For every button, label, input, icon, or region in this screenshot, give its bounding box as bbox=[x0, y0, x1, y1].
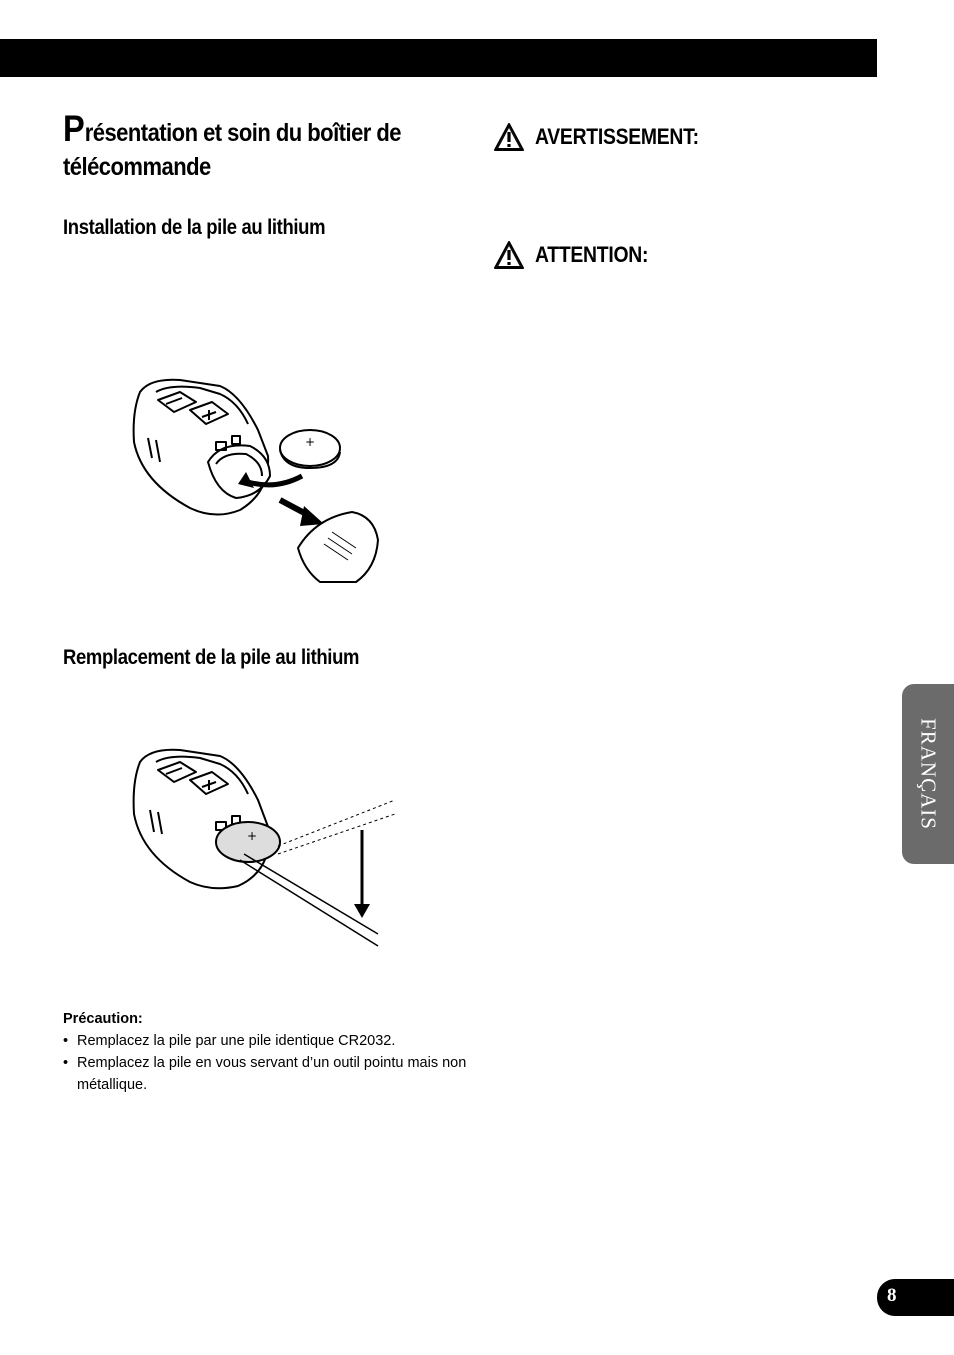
precaution-list bbox=[63, 1030, 473, 1096]
precaution-block bbox=[63, 1008, 473, 1096]
battery-replacement-illustration bbox=[120, 742, 400, 952]
replace-heading: Remplacement de la pile au lithium bbox=[63, 646, 360, 669]
caution-label: ATTENTION: bbox=[535, 242, 649, 267]
page-title bbox=[63, 108, 415, 184]
page-number-tab bbox=[877, 1279, 954, 1316]
language-tab bbox=[902, 684, 954, 864]
warning-label: AVERTISSEMENT: bbox=[535, 124, 699, 149]
list-item: • Remplacez la pile par une pile identique CR2032. bbox=[63, 1030, 473, 1052]
svg-text:+: + bbox=[246, 829, 258, 843]
warning-triangle-icon bbox=[493, 122, 525, 152]
title-dropcap: P bbox=[63, 108, 85, 149]
warning-triangle-icon bbox=[493, 240, 525, 270]
language-label: FRANÇAIS bbox=[916, 718, 941, 830]
install-heading: Installation de la pile au lithium bbox=[63, 216, 326, 239]
title-text: résentation et soin du boîtier de télécommande bbox=[63, 119, 402, 181]
precaution-title: Précaution: bbox=[63, 1011, 143, 1027]
battery-installation-illustration bbox=[120, 372, 390, 590]
caution-heading bbox=[493, 240, 664, 270]
header-bar bbox=[0, 39, 877, 77]
warning-heading bbox=[493, 122, 721, 152]
page-number: 8 bbox=[887, 1285, 897, 1306]
svg-text:+: + bbox=[304, 435, 316, 449]
list-item: • Remplacez la pile en vous servant d’un outil pointu mais non métallique. bbox=[63, 1052, 473, 1096]
